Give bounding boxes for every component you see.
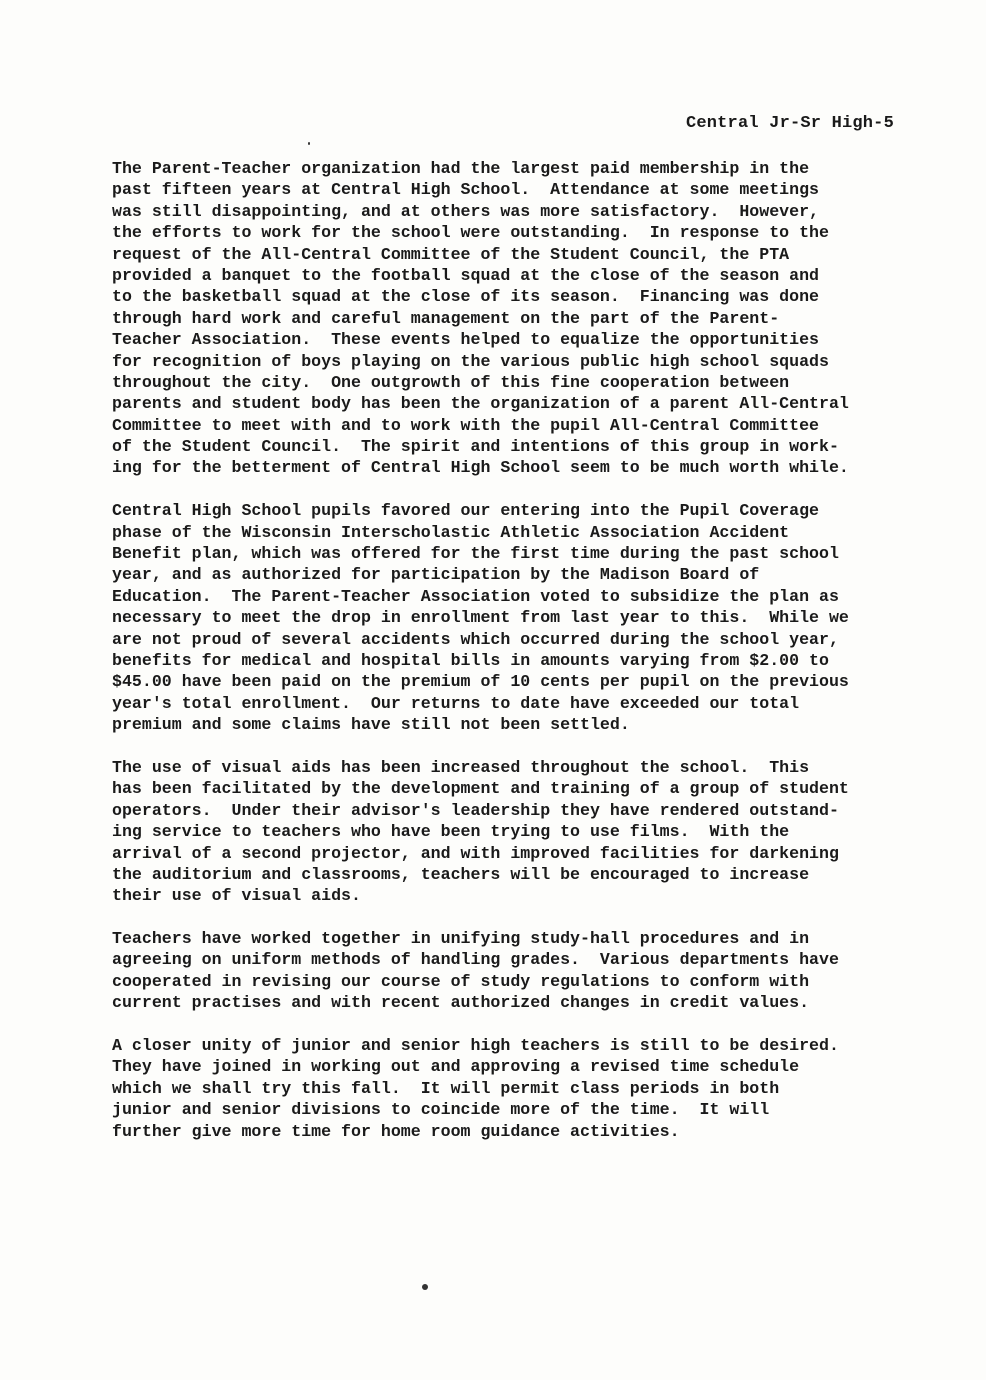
text-line: cooperated in revising our course of study regulations to conform with	[112, 971, 810, 991]
text-line: to the basketball squad at the close of its season. Financing was done	[112, 287, 820, 307]
text-line: Education. The Parent-Teacher Association voted to subsidize the plan as	[112, 586, 839, 606]
text-line: of the Student Council. The spirit and intentions of this group in work-	[112, 437, 839, 457]
text-line: Teachers have worked together in unifying study-hall procedures and in	[112, 929, 810, 949]
text-line: The Parent-Teacher organization had the largest paid membership in the	[112, 159, 810, 178]
text-line: their use of visual aids.	[112, 886, 361, 906]
text-line: The use of visual aids has been increased throughout the school. This	[112, 757, 810, 777]
text-line: junior and senior divisions to coincide more of the time. It will	[112, 1100, 770, 1120]
paragraph-pta	[112, 158, 902, 479]
text-line: which we shall try this fall. It will permit class periods in both	[112, 1078, 780, 1098]
text-line: throughout the city. One outgrowth of this fine cooperation between	[112, 372, 790, 392]
text-line: operators. Under their advisor's leadership they have rendered outstand-	[112, 800, 839, 820]
text-line: premium and some claims have still not been settled.	[112, 715, 630, 735]
text-line: A closer unity of junior and senior high teachers is still to be desired.	[112, 1036, 839, 1056]
text-line: has been facilitated by the development and training of a group of student	[112, 779, 849, 799]
paragraph-unity	[112, 1035, 902, 1142]
text-line: phase of the Wisconsin Interscholastic Athletic Association Accident	[112, 522, 790, 542]
paragraph-accident-benefit	[112, 500, 902, 735]
text-line: provided a banquet to the football squad at the close of the season and	[112, 265, 820, 285]
text-line: necessary to meet the drop in enrollment from last year to this. While we	[112, 608, 849, 628]
text-line: are not proud of several accidents which occurred during the school year,	[112, 629, 839, 649]
text-line: They have joined in working out and approving a revised time schedule	[112, 1057, 800, 1077]
text-line: year, and as authorized for participation by the Madison Board of	[112, 565, 760, 585]
text-line: for recognition of boys playing on the various public high school squads	[112, 351, 829, 371]
text-line: arrival of a second projector, and with improved facilities for darkening	[112, 843, 839, 863]
text-line: Benefit plan, which was offered for the first time during the past school	[112, 544, 839, 564]
text-line: benefits for medical and hospital bills in amounts varying from $2.00 to	[112, 650, 829, 670]
text-line: request of the All-Central Committee of the Student Council, the PTA	[112, 244, 790, 264]
text-line: the efforts to work for the school were outstanding. In response to the	[112, 223, 829, 243]
text-line: agreeing on uniform methods of handling grades. Various departments have	[112, 950, 839, 970]
document-body	[112, 158, 902, 1163]
text-line: year's total enrollment. Our returns to date have exceeded our total	[112, 693, 800, 713]
text-line: ing for the betterment of Central High School seem to be much worth while.	[112, 458, 849, 478]
ink-speck	[308, 142, 310, 145]
text-line: Central High School pupils favored our entering into the Pupil Coverage	[112, 501, 820, 521]
text-line: ing service to teachers who have been trying to use films. With the	[112, 822, 790, 842]
text-line: further give more time for home room guidance activities.	[112, 1121, 680, 1141]
paragraph-study-hall	[112, 928, 902, 1014]
paragraph-visual-aids	[112, 757, 902, 907]
page-header-label: Central Jr-Sr High-5	[685, 114, 894, 133]
text-line: Teacher Association. These events helped to equalize the opportunities	[112, 330, 820, 350]
text-line: past fifteen years at Central High School. Attendance at some meetings	[112, 180, 820, 200]
text-line: current practises and with recent authorized changes in credit values.	[112, 993, 810, 1013]
text-line: $45.00 have been paid on the premium of 10 cents per pupil on the previous	[112, 672, 849, 692]
text-line: was still disappointing, and at others was more satisfactory. However,	[112, 201, 820, 221]
text-line: Committee to meet with and to work with the pupil All-Central Committee	[112, 415, 820, 435]
ink-dot	[422, 1284, 428, 1290]
text-line: through hard work and careful management on the part of the Parent-	[112, 308, 780, 328]
text-line: the auditorium and classrooms, teachers will be encouraged to increase	[112, 864, 810, 884]
text-line: parents and student body has been the organization of a parent All-Central	[112, 394, 849, 414]
